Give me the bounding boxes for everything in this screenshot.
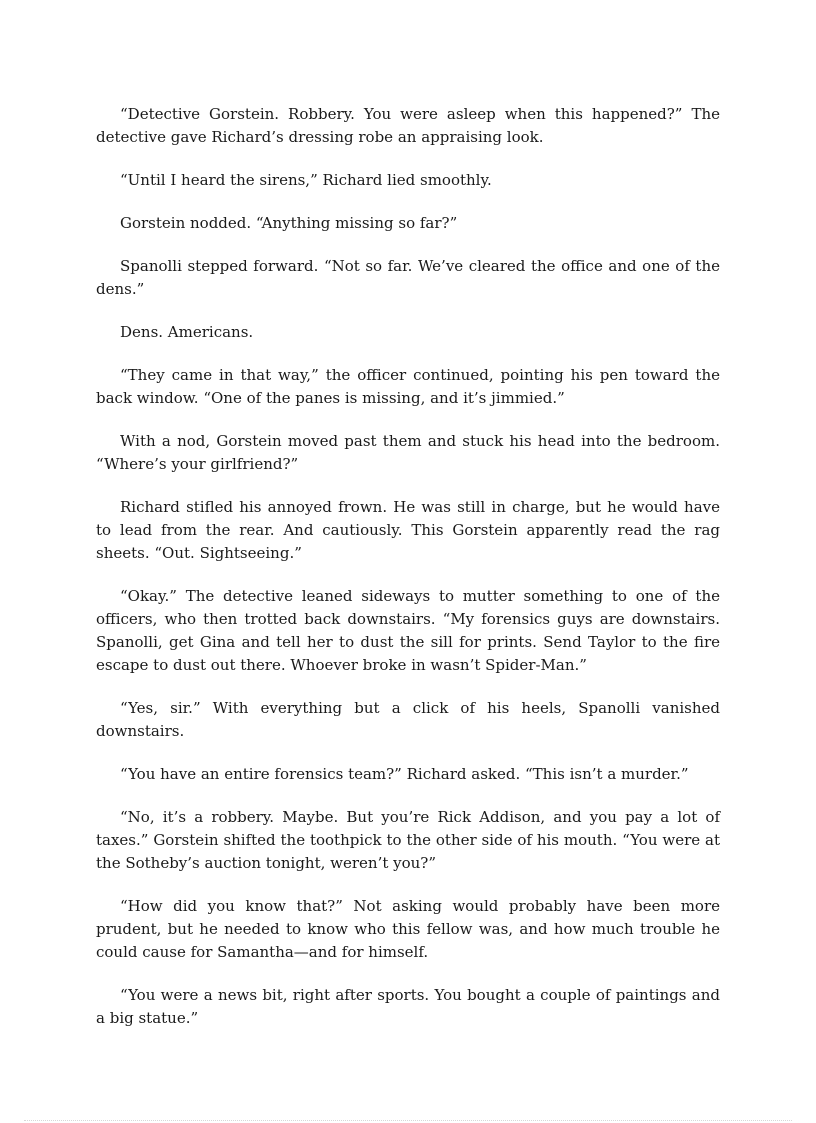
paragraph: “No, it’s a robbery. Maybe. But you’re Rick Addison, and you pay a lot of taxes.” Gorstein shifted the toothpick to the other side of his mouth. “You were at the Sotheby’s auction tonight, weren’t you?”	[96, 808, 720, 872]
document-page	[96, 103, 720, 1050]
paragraph: “They came in that way,” the officer continued, pointing his pen toward the back window. “One of the panes is missing, and it’s jimmied.”	[96, 366, 720, 407]
paragraph: “You were a news bit, right after sports. You bought a couple of paintings and a big statue.”	[96, 986, 720, 1027]
paragraph: “Okay.” The detective leaned sideways to mutter something to one of the officers, who then trotted back downstairs. “My forensics guys are downstairs. Spanolli, get Gina and tell her to dust the sill for prints. Send Taylor to the fire escape to dust out there. Whoever broke in wasn’t Spider-Man.”	[96, 587, 720, 674]
paragraph: Spanolli stepped forward. “Not so far. We’ve cleared the office and one of the dens.”	[96, 257, 720, 298]
paragraph: “You have an entire forensics team?” Richard asked. “This isn’t a murder.”	[120, 765, 689, 783]
paragraph: “How did you know that?” Not asking would probably have been more prudent, but he needed to know who this fellow was, and how much trouble he could cause for Samantha—and for himself.	[96, 897, 720, 961]
paragraph: Dens. Americans.	[120, 323, 254, 341]
paragraph: “Until I heard the sirens,” Richard lied smoothly.	[120, 171, 492, 189]
paragraph: Richard stifled his annoyed frown. He was still in charge, but he would have to lead from the rear. And cautiously. This Gorstein apparently read the rag sheets. “Out. Sightseeing.”	[96, 498, 720, 562]
paragraph: With a nod, Gorstein moved past them and stuck his head into the bedroom. “Where’s your girlfriend?”	[96, 432, 720, 473]
paragraph: Gorstein nodded. “Anything missing so far?”	[120, 214, 458, 232]
paragraph: “Yes, sir.” With everything but a click of his heels, Spanolli vanished downstairs.	[96, 699, 720, 740]
page-bottom-divider	[24, 1120, 792, 1121]
paragraph: “Detective Gorstein. Robbery. You were asleep when this happened?” The detective gave Richard’s dressing robe an appraising look.	[96, 105, 720, 146]
